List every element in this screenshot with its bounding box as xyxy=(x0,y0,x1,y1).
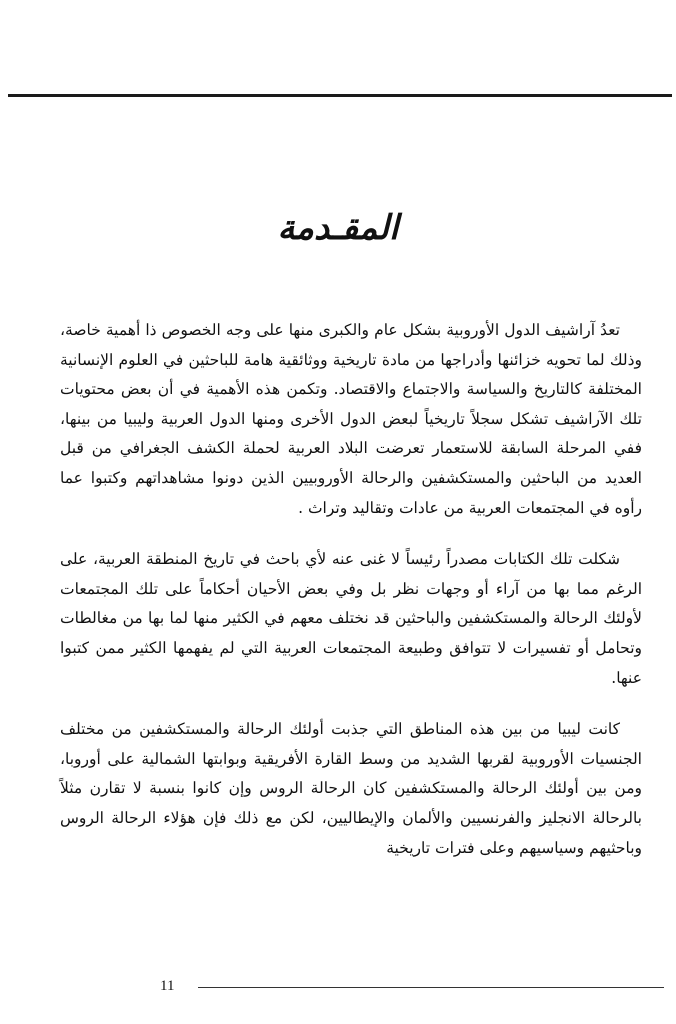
paragraph-1: تعدُ آراشيف الدول الأوروبية بشكل عام والكبرى منها على وجه الخصوص ذا أهمية خاصة، وذلك لما تحويه خزائنها وأدراجها من مادة تاريخية ووثائقية هامة للباحثين في العلوم الإنسانية المختلفة كالتاريخ والسياسة والاجتماع والاقتصاد. وتكمن هذه الأهمية في أن بعض محتويات تلك الآراشيف تشكل سجلاً تاريخياً لبعض الدول الأخرى ومنها الدول العربية وليبيا من بينها، ففي المرحلة السابقة للاستعمار تعرضت البلاد العربية لحملة الكشف الجغرافي من قبل العديد من الباحثين والمستكشفين والرحالة الأوروبيين الذين دونوا مشاهداتهم وكتبوا عما رأوه في المجتمعات العربية من عادات وتقاليد وتراث . xyxy=(60,321,642,517)
footer-rule xyxy=(198,987,664,988)
top-rule xyxy=(8,94,672,97)
paragraph-3: كانت ليبيا من بين هذه المناطق التي جذبت أولئك الرحالة والمستكشفين من مختلف الجنسيات الأوروبية لقربها الشديد من وسط القارة الأفريقية وبوابتها الشمالية على أوروبا، ومن بين أولئك الرحالة والمستكشفين كان الرحالة الروس وإن كانوا بنسبة لا تقارن مثلاً بالرحالة الانجليز والفرنسيين والألمان والإيطاليين، لكن مع ذلك فإن هؤلاء الرحالة الروس وباحثيهم وسياسيهم وعلى فترات تاريخية xyxy=(60,720,642,857)
page-heading: المقـدمة xyxy=(277,208,399,248)
page-number: 11 xyxy=(160,978,175,994)
paragraph-2: شكلت تلك الكتابات مصدراً رئيساً لا غنى عنه لأي باحث في تاريخ المنطقة العربية، على الرغم مما بها من آراء أو وجهات نظر بل وفي بعض الأحيان أحكاماً على تلك المجتمعات لأولئك الرحالة والمستكشفين والباحثين قد نختلف معهم في الكثير منها لما بها من مغالطات وتحامل أو تفسيرات لا تتوافق وطبيعة المجتمعات العربية التي لم يفهمها الكثير ممن كتبوا عنها. xyxy=(60,550,642,687)
body-text xyxy=(60,316,642,863)
